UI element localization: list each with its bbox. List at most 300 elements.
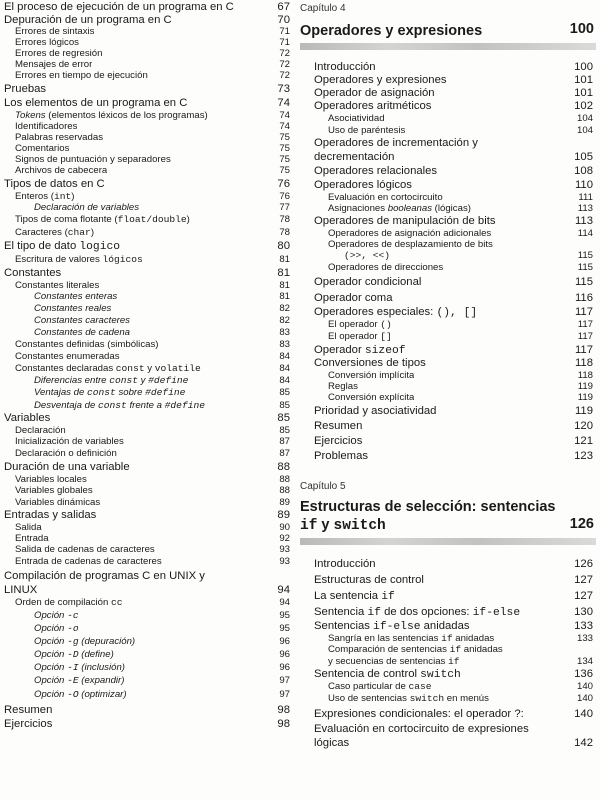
entry-text-part: #define [164, 400, 205, 411]
toc-entry[interactable] [4, 635, 290, 648]
toc-entry-page: 130 [574, 606, 593, 618]
toc-entry[interactable] [4, 143, 290, 154]
toc-entry[interactable] [300, 692, 596, 706]
toc-entry-page: 81 [277, 267, 290, 279]
chapter-5-title [300, 498, 596, 535]
toc-entry-page: 133 [576, 633, 593, 644]
toc-entry-page: 95 [279, 610, 290, 621]
toc-entry-title: Pruebas [4, 83, 47, 95]
toc-entry[interactable] [4, 267, 290, 280]
toc-entry[interactable] [300, 404, 596, 419]
entry-text-part: (elementos léxicos de los programas) [45, 110, 208, 121]
toc-entry[interactable] [300, 556, 596, 572]
toc-entry-title: Reglas [328, 381, 358, 392]
entry-text-part: Constantes de cadena [34, 327, 131, 338]
chapter-4-title-text: Operadores y expresiones [300, 23, 483, 39]
chapter-4-page: 100 [569, 21, 594, 37]
toc-entry[interactable] [300, 706, 596, 722]
toc-entry-title: Operadores de asignación adicionales [328, 228, 492, 239]
toc-entry[interactable] [300, 620, 596, 633]
toc-entry[interactable] [4, 648, 290, 661]
toc-entry[interactable] [300, 137, 596, 150]
toc-entry-title: Comentarios [15, 143, 70, 154]
toc-entry-page: 113 [574, 215, 593, 227]
toc-entry-page: 84 [279, 375, 290, 386]
toc-entry[interactable] [4, 387, 290, 399]
toc-entry-title [314, 306, 477, 319]
toc-entry-title: Evaluación en cortocircuito [328, 192, 443, 203]
toc-entry[interactable] [300, 239, 596, 250]
toc-entry[interactable] [300, 179, 596, 192]
toc-entry-page: 72 [279, 70, 290, 81]
toc-entry[interactable] [4, 509, 290, 522]
toc-entry-page: 76 [277, 178, 290, 190]
toc-entry-page: 87 [279, 436, 290, 447]
toc-entry[interactable] [4, 121, 290, 132]
toc-entry-page: 115 [577, 250, 593, 261]
entry-text-part: anidadas [420, 620, 470, 632]
toc-entry-title: Operadores y expresiones [314, 74, 447, 86]
toc-entry-page: 97 [279, 689, 290, 700]
toc-entry[interactable] [4, 583, 290, 597]
entry-text-part: ) [71, 191, 75, 202]
toc-entry[interactable] [300, 113, 596, 124]
toc-entry[interactable] [300, 572, 596, 588]
entry-text-part: Uso de sentencias [328, 693, 410, 704]
toc-entry-page: 80 [277, 240, 290, 252]
toc-entry-page: 89 [277, 509, 290, 521]
toc-entry[interactable] [4, 597, 290, 609]
toc-entry[interactable] [4, 303, 290, 315]
toc-entry-page: 117 [574, 306, 593, 318]
toc-entry[interactable] [4, 59, 290, 70]
toc-entry-title: Operadores de desplazamiento de bits [328, 239, 493, 250]
entry-text-part: [] [380, 331, 392, 342]
toc-entry-page: 74 [279, 121, 290, 132]
toc-entry[interactable] [300, 164, 596, 179]
toc-entry-page: 127 [574, 590, 593, 602]
toc-entry-page: 97 [279, 675, 290, 686]
toc-entry[interactable] [300, 434, 596, 449]
toc-entry[interactable] [4, 253, 290, 267]
entry-text-part: La sentencia [314, 590, 382, 602]
toc-entry[interactable] [300, 274, 596, 290]
toc-entry-page: 126 [574, 558, 593, 570]
toc-entry[interactable] [4, 165, 290, 177]
toc-entry-page: 140 [574, 708, 593, 720]
toc-entry[interactable] [4, 97, 290, 110]
entry-text-part: float/double [117, 214, 187, 225]
toc-entry-page: 117 [574, 344, 593, 356]
entry-text-part: switch [420, 669, 461, 681]
toc-entry-page: 101 [574, 87, 593, 99]
toc-entry[interactable] [300, 228, 596, 239]
entry-text-part: Opción [34, 675, 68, 686]
entry-text-part: const [115, 363, 145, 374]
entry-text-part: Ventajas de [34, 387, 87, 398]
toc-entry-title [34, 609, 79, 622]
toc-entry-title: Estructuras de control [314, 574, 424, 586]
toc-entry-page: 108 [574, 165, 593, 177]
toc-entry-page: 85 [279, 387, 290, 398]
toc-entry[interactable] [4, 177, 290, 191]
entry-text-part: () [380, 319, 392, 330]
toc-entry-page: 113 [577, 203, 593, 214]
toc-entry-title [34, 635, 135, 648]
entry-text-part: y [144, 363, 155, 374]
entry-text-part: #define [148, 375, 189, 386]
toc-entry[interactable] [4, 555, 290, 569]
toc-entry-page: 95 [279, 623, 290, 634]
toc-entry[interactable] [4, 110, 290, 121]
entry-text-part: -c [67, 610, 79, 621]
toc-entry-title: Resumen [4, 704, 53, 716]
toc-entry-page: 118 [577, 370, 593, 381]
toc-entry[interactable] [4, 436, 290, 447]
entry-text-part: Escritura de valores [15, 254, 103, 265]
toc-entry-page: 93 [279, 544, 290, 555]
toc-entry[interactable] [4, 214, 290, 226]
toc-entry-title [328, 633, 494, 644]
entry-text-part: El operador [328, 319, 381, 330]
toc-entry-page: 82 [279, 303, 290, 314]
toc-entry-title: decrementación [314, 151, 395, 163]
toc-entry[interactable] [4, 363, 290, 375]
entry-text-part: y [137, 375, 149, 386]
toc-entry[interactable] [4, 375, 290, 387]
toc-entry-page: 85 [277, 412, 290, 424]
toc-entry-page: 85 [279, 425, 290, 436]
toc-entry-title [4, 239, 120, 253]
chapter-4-divider [300, 43, 596, 50]
toc-entry[interactable] [4, 132, 290, 143]
toc-entry-page: 78 [279, 214, 290, 225]
entry-text-part: switch [409, 693, 445, 704]
toc-entry-title [314, 668, 461, 681]
entry-text-part: Caso particular de [328, 681, 409, 692]
toc-entry[interactable] [4, 687, 290, 703]
toc-entry-page: 85 [279, 400, 290, 411]
toc-entry[interactable] [300, 668, 596, 681]
toc-entry-title [34, 648, 114, 661]
toc-entry-page: 74 [277, 97, 290, 109]
toc-entry[interactable] [4, 82, 290, 97]
toc-entry[interactable] [4, 280, 290, 291]
toc-entry[interactable] [300, 722, 596, 736]
toc-entry-title: Declaración [15, 425, 66, 436]
toc-entry-page: 98 [277, 704, 290, 716]
toc-entry-title: Expresiones condicionales: el operador ?: [314, 708, 524, 720]
chapter-5-page: 126 [569, 516, 594, 532]
toc-entry[interactable] [4, 239, 290, 253]
toc-entry[interactable] [300, 419, 596, 434]
toc-entry-title: Variables locales [15, 474, 87, 485]
toc-entry[interactable] [4, 315, 290, 327]
entry-text-part: Constantes declaradas [15, 363, 116, 374]
entry-text-part: en menús [444, 693, 489, 704]
toc-entry[interactable] [300, 655, 596, 668]
toc-entry-title [314, 604, 520, 620]
toc-entry[interactable] [4, 717, 290, 731]
toc-entry-title: Inicialización de variables [15, 436, 124, 447]
toc-entry-title [34, 303, 111, 315]
toc-entry-page: 81 [279, 254, 290, 265]
entry-text-part: (expandir) [78, 675, 125, 686]
entry-text-part: Operadores especiales: [314, 306, 437, 318]
entry-text-part: Opción [34, 689, 68, 700]
toc-entry-page: 70 [277, 14, 290, 26]
toc-entry[interactable] [4, 291, 290, 303]
entry-text-part: frente a [126, 400, 165, 411]
toc-entry[interactable] [4, 37, 290, 48]
toc-entry[interactable] [300, 343, 596, 357]
toc-entry[interactable] [300, 74, 596, 87]
toc-entry-title: Errores lógicos [15, 37, 79, 48]
toc-entry-page: 102 [574, 100, 593, 112]
toc-entry-title: Signos de puntuación y separadores [15, 154, 171, 165]
toc-entry[interactable] [4, 48, 290, 59]
toc-right-column [300, 0, 596, 750]
toc-entry-title: Declaración o definición [15, 448, 117, 459]
toc-entry[interactable] [4, 0, 290, 14]
entry-text-part: switch [333, 518, 386, 534]
toc-entry[interactable] [300, 588, 596, 604]
toc-entry-page: 110 [574, 179, 593, 191]
entry-text-part: const [98, 400, 127, 411]
toc-entry-page: 119 [574, 405, 593, 417]
toc-entry-title: Variables [4, 412, 51, 424]
toc-entry-title: Constantes enumeradas [15, 351, 120, 362]
entry-text-part: -D [67, 649, 79, 660]
entry-text-part: Opción [34, 623, 68, 634]
toc-entry[interactable] [4, 661, 290, 674]
toc-entry[interactable] [300, 633, 596, 644]
toc-entry[interactable] [300, 215, 596, 228]
toc-entry-page: 115 [574, 276, 593, 288]
toc-entry-page: 82 [279, 315, 290, 326]
entry-text-part: (), [] [436, 307, 478, 319]
toc-entry[interactable] [4, 569, 290, 583]
toc-entry[interactable] [4, 14, 290, 26]
toc-entry-page: 101 [574, 74, 593, 86]
toc-entry-page: 140 [576, 681, 593, 692]
toc-entry-title: Uso de paréntesis [328, 125, 406, 136]
entry-text-part: Enteros ( [15, 191, 54, 202]
toc-entry-title: Conversión implícita [328, 370, 415, 381]
entry-text-part: Constantes enteras [34, 291, 118, 302]
toc-entry[interactable] [300, 681, 596, 692]
chapter-4-label: Capítulo 4 [300, 3, 346, 14]
toc-entry-page: 81 [279, 280, 290, 291]
toc-entry[interactable] [4, 412, 290, 425]
toc-entry-page: 117 [577, 331, 593, 342]
toc-entry[interactable] [4, 339, 290, 351]
toc-entry-page: 75 [279, 132, 290, 143]
entry-text-part: Sentencia [314, 606, 368, 618]
toc-entry[interactable] [300, 370, 596, 381]
toc-entry-title: Duración de una variable [4, 461, 130, 473]
entry-text-part: y [317, 517, 334, 533]
entry-text-part: Tipos de coma flotante ( [15, 214, 118, 225]
toc-entry-title [328, 655, 460, 668]
toc-entry-page: 114 [577, 228, 593, 239]
toc-entry-page: 75 [279, 154, 290, 165]
toc-entry-title [15, 226, 94, 239]
entry-text-part: Sentencias [314, 620, 374, 632]
toc-entry[interactable] [300, 124, 596, 137]
toc-entry-page: 75 [279, 143, 290, 154]
toc-entry[interactable] [4, 154, 290, 165]
toc-entry-title [34, 315, 130, 327]
toc-entry-title: Constantes literales [15, 280, 100, 291]
entry-text-part: Caracteres ( [15, 227, 68, 238]
toc-entry[interactable] [4, 327, 290, 339]
entry-text-part: de dos opciones: [380, 606, 473, 618]
toc-entry-title: Operadores lógicos [314, 179, 412, 191]
toc-entry-title [15, 253, 143, 267]
toc-entry-page: 77 [279, 202, 290, 213]
toc-entry[interactable] [300, 290, 596, 306]
toc-entry-title [15, 110, 208, 121]
toc-entry[interactable] [4, 202, 290, 214]
toc-entry-page: 83 [279, 339, 290, 350]
toc-entry[interactable] [4, 609, 290, 622]
entry-text-part: ) [90, 227, 95, 238]
toc-entry[interactable] [4, 496, 290, 509]
toc-entry-title: Resumen [314, 420, 363, 432]
toc-entry[interactable] [4, 461, 290, 474]
toc-entry[interactable] [4, 425, 290, 436]
toc-entry-title: Errores de sintaxis [15, 26, 95, 37]
toc-entry[interactable] [300, 192, 596, 203]
toc-entry[interactable] [300, 330, 596, 343]
toc-entry[interactable] [4, 70, 290, 82]
toc-entry[interactable] [300, 644, 596, 655]
toc-entry-page: 83 [279, 327, 290, 338]
entry-text-part: El operador [328, 331, 381, 342]
toc-entry[interactable] [300, 61, 596, 74]
toc-entry-title [34, 399, 205, 412]
entry-text-part: Opción [34, 610, 68, 621]
entry-text-part: -E [67, 675, 79, 686]
toc-entry-page: 96 [279, 649, 290, 660]
toc-entry-page: 119 [577, 392, 593, 403]
toc-entry[interactable] [300, 449, 596, 464]
toc-entry[interactable] [4, 447, 290, 461]
toc-entry-title: Entrada [15, 533, 49, 544]
toc-entry[interactable] [300, 381, 596, 392]
toc-entry-title [34, 291, 117, 303]
toc-entry-title: lógicas [314, 737, 350, 749]
entry-text-part: if-else [472, 607, 521, 619]
entry-text-part: sobre [115, 387, 146, 398]
toc-entry-title [328, 681, 432, 692]
toc-entry[interactable] [4, 622, 290, 635]
toc-entry[interactable] [4, 485, 290, 496]
toc-entry[interactable] [300, 250, 596, 262]
toc-entry[interactable] [300, 262, 596, 274]
toc-entry-title: Problemas [314, 450, 368, 462]
toc-entry-title: Mensajes de error [15, 59, 93, 70]
entry-text-part: if [367, 607, 381, 619]
entry-text-part: El tipo de dato [4, 240, 80, 252]
toc-entry-page: 75 [279, 165, 290, 176]
toc-entry[interactable] [4, 674, 290, 687]
toc-entry-title: Constantes definidas (simbólicas) [15, 339, 159, 350]
entry-text-part: Asignaciones [328, 203, 388, 214]
toc-entry-title [328, 203, 471, 215]
toc-entry[interactable] [300, 306, 596, 319]
toc-entry[interactable] [300, 150, 596, 164]
toc-entry-title: Introducción [314, 61, 376, 73]
toc-entry-title: Prioridad y asociatividad [314, 405, 437, 417]
toc-entry-title [34, 674, 124, 687]
entry-text-part: Opción [34, 649, 68, 660]
toc-entry[interactable] [300, 392, 596, 404]
entry-text-part: (inclusión) [78, 662, 125, 673]
toc-entry-title: Operadores de incrementación y [314, 137, 478, 149]
toc-entry-title [314, 343, 406, 357]
toc-entry[interactable] [4, 474, 290, 485]
toc-entry[interactable] [300, 100, 596, 113]
entry-text-part: (define) [78, 649, 114, 660]
toc-entry[interactable] [4, 399, 290, 412]
toc-entry-title [344, 250, 390, 262]
toc-entry[interactable] [4, 26, 290, 37]
toc-entry-page: 118 [574, 357, 593, 369]
toc-entry[interactable] [300, 604, 596, 620]
toc-entry[interactable] [300, 203, 596, 215]
toc-entry[interactable] [300, 736, 596, 750]
toc-entry[interactable] [4, 351, 290, 363]
toc-entry-page: 111 [578, 192, 593, 203]
chapter-5-title-line1: Estructuras de selección: sentencias [300, 499, 556, 515]
toc-entry-page: 105 [574, 151, 593, 163]
entry-text-part: if [449, 644, 462, 655]
toc-entry-title [314, 588, 395, 604]
toc-entry-page: 104 [576, 113, 593, 124]
toc-entry-page: 100 [574, 61, 593, 73]
entry-text-part: (lógicas) [432, 203, 471, 214]
entry-text-part: if-else [373, 621, 421, 633]
entry-text-part: const [109, 375, 138, 386]
toc-entry[interactable] [4, 533, 290, 544]
toc-entry[interactable] [300, 357, 596, 370]
toc-entry-title: Evaluación en cortocircuito de expresiones [314, 723, 529, 735]
toc-entry[interactable] [4, 226, 290, 239]
toc-entry[interactable] [300, 87, 596, 100]
toc-entry-title: Entrada de cadenas de caracteres [15, 556, 162, 567]
toc-entry-page: 88 [279, 474, 290, 485]
toc-entry-page: 115 [577, 262, 593, 273]
toc-entry-title: Asociatividad [328, 113, 385, 124]
toc-entry-title: Ejercicios [4, 718, 53, 730]
toc-entry-page: 120 [574, 420, 593, 432]
entry-text-part: int [53, 191, 72, 202]
toc-entry[interactable] [4, 191, 290, 202]
toc-entry-page: 72 [279, 48, 290, 59]
toc-entry[interactable] [300, 319, 596, 330]
toc-entry-page: 96 [279, 636, 290, 647]
toc-entry[interactable] [4, 544, 290, 555]
toc-entry[interactable] [4, 522, 290, 533]
toc-entry-title: Operadores de manipulación de bits [314, 215, 496, 227]
chapter-5-title-line2 [300, 516, 596, 535]
entry-text-part: char [67, 227, 91, 238]
toc-entry-title [34, 375, 188, 387]
toc-entry-page: 116 [574, 292, 593, 304]
toc-entry[interactable] [4, 703, 290, 717]
